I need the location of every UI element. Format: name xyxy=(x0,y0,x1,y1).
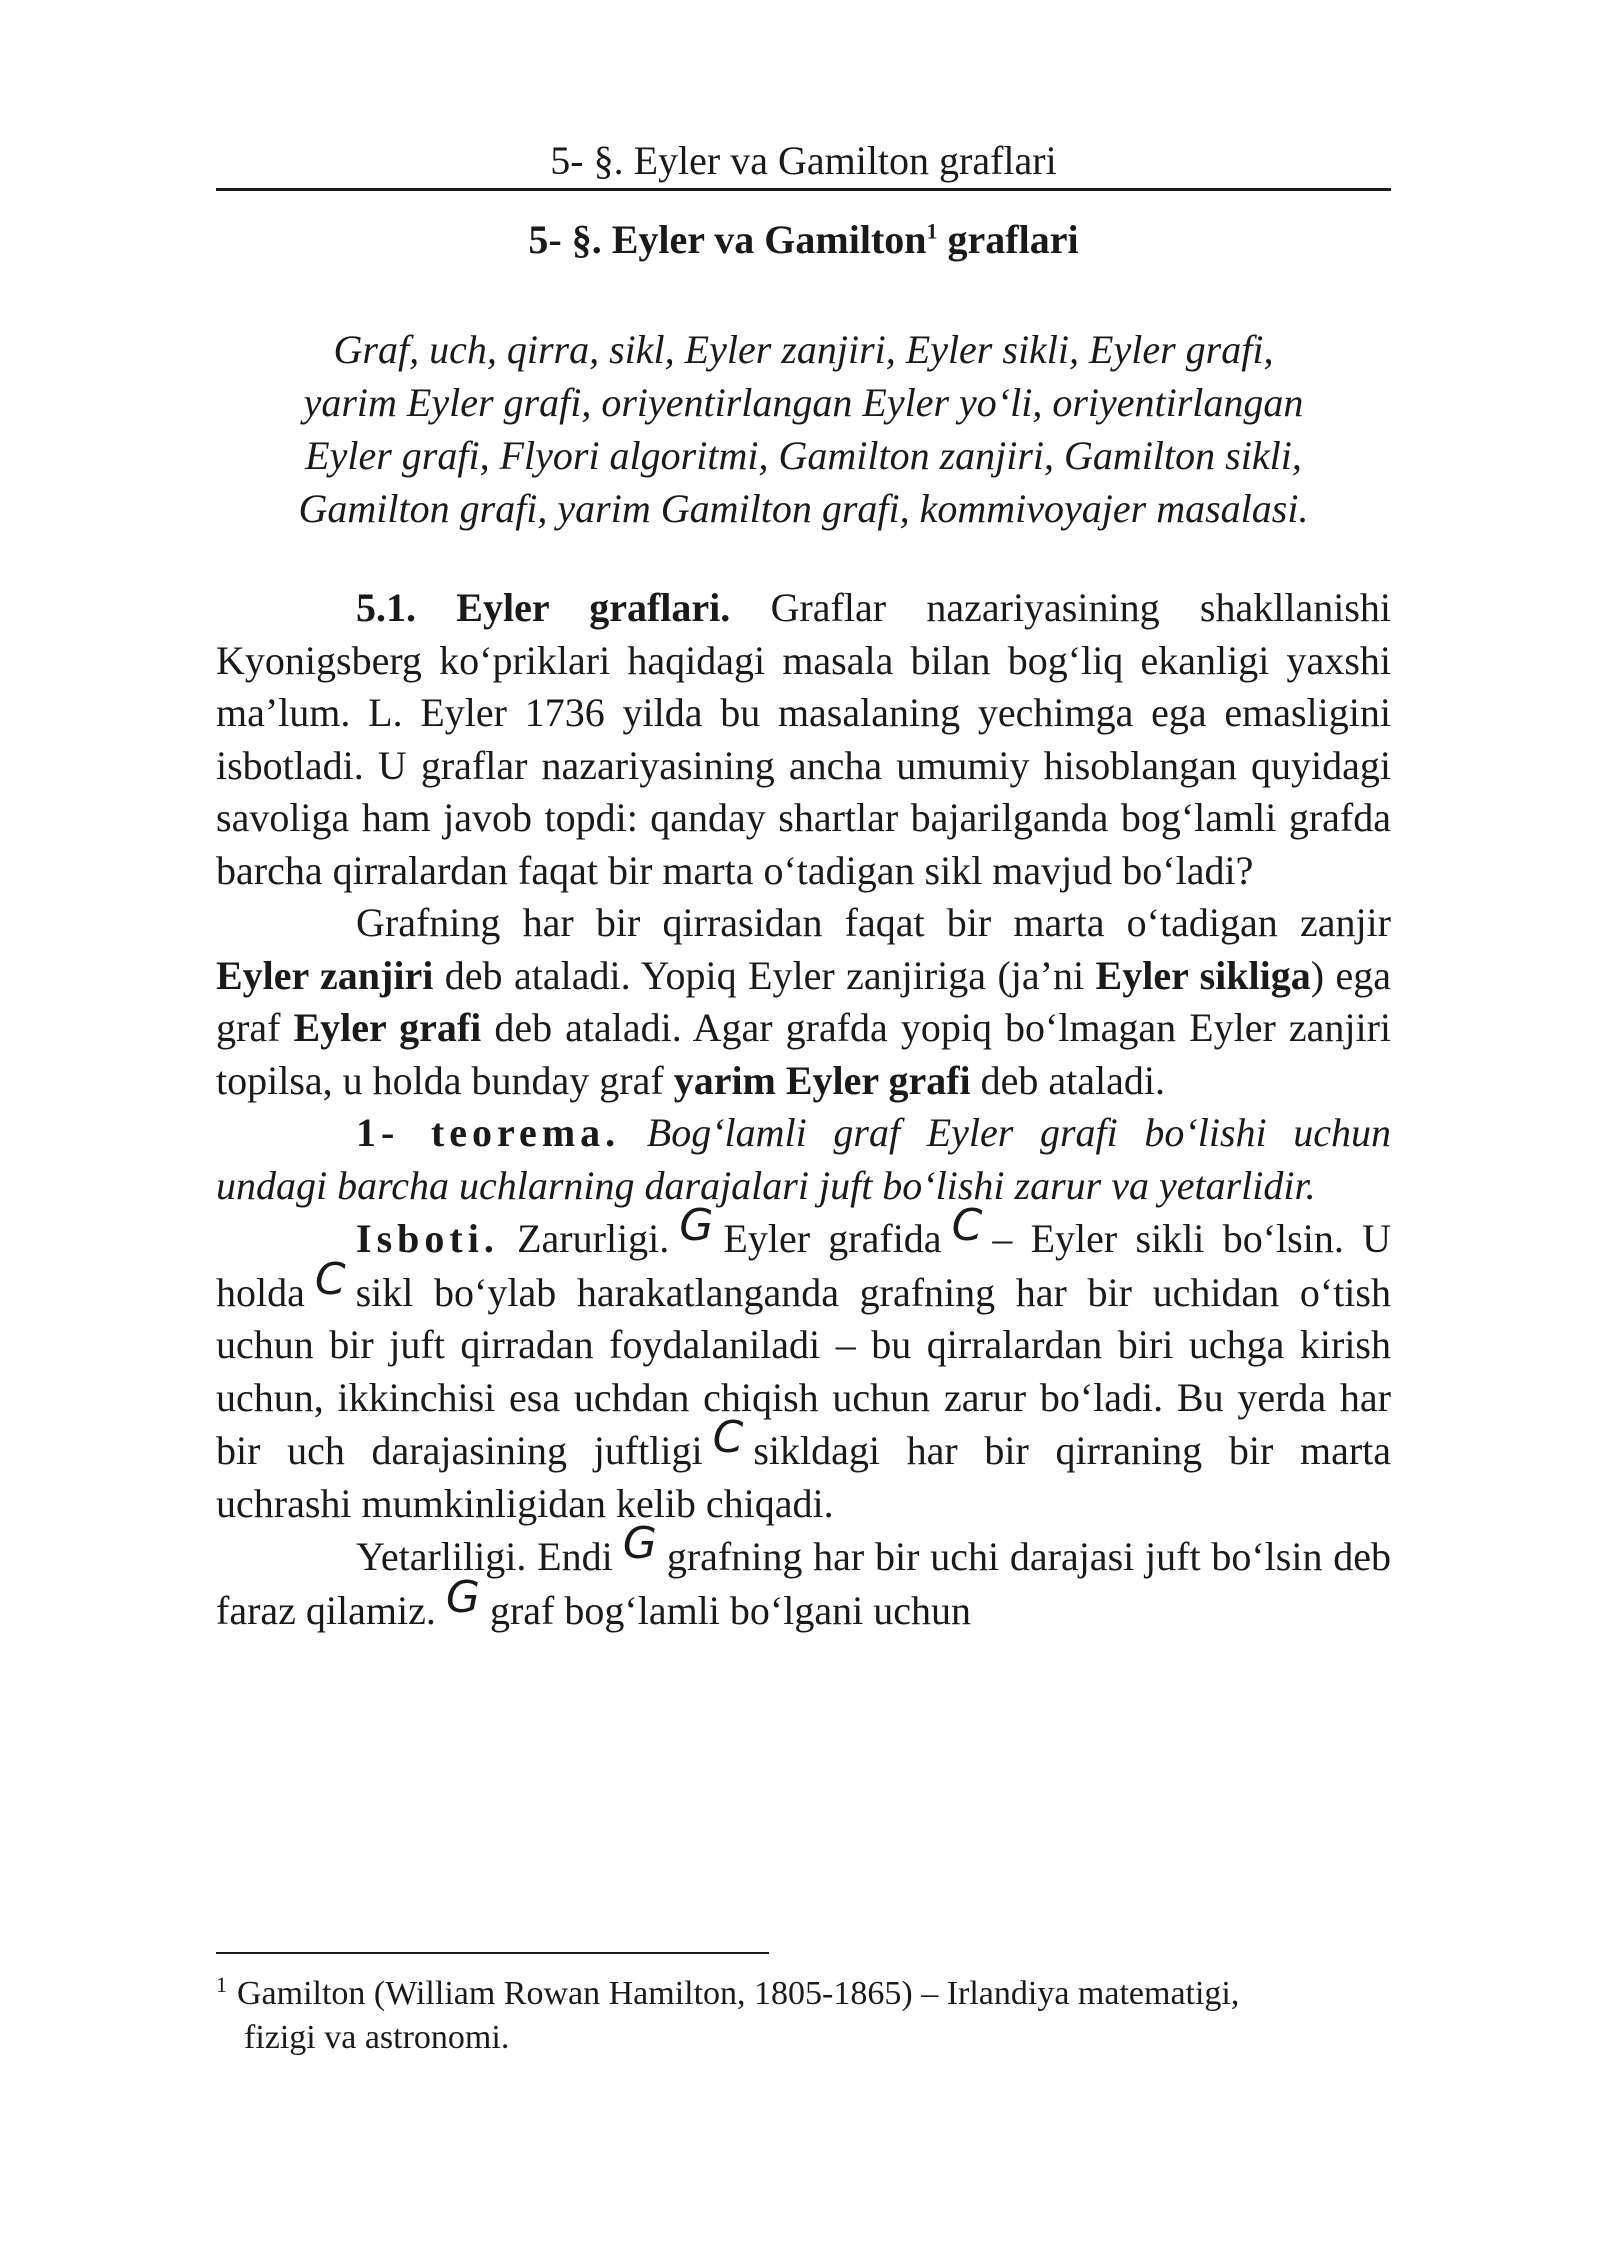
theorem xyxy=(216,1107,1391,1212)
math-symbol-c: C xyxy=(712,1412,744,1463)
paragraph-text: graf bog‘lamli bo‘lgani uchun xyxy=(489,1587,971,1633)
section-title-part2: graflari xyxy=(947,217,1079,262)
proof-necessity xyxy=(216,1200,1392,1530)
keywords-line: Eyler grafi, Flyori algoritmi, Gamilton zanjiri, Gamilton sikli, xyxy=(305,433,1302,478)
theorem-statement: Bog‘lamli graf Eyler grafi bo‘lishi uchun undagi barcha uchlarning darajalari juft bo‘lishi zarur va yetarlidir. xyxy=(216,1110,1392,1208)
proof-sufficiency xyxy=(216,1518,1392,1637)
proof-label: Isboti. xyxy=(356,1216,499,1261)
paragraph-text: grafning har bir uchi darajasi juft bo‘lsin deb faraz qilamiz. xyxy=(216,1534,1392,1633)
keywords-line: Graf, uch, qirra, sikl, Eyler zanjiri, Eyler sikli, Eyler grafi, xyxy=(333,327,1274,372)
math-symbol-g: G xyxy=(445,1571,480,1623)
term-eyler-sikli: Eyler sikliga xyxy=(1095,952,1311,998)
paragraph-text: deb ataladi. Agar grafda yopiq bo‘lmagan Eyler zanjiri topilsa, u holda bunday graf xyxy=(216,1005,1392,1103)
keywords-block xyxy=(216,323,1391,535)
title-footnote-mark: 1 xyxy=(926,218,938,244)
paragraph-text: sikl bo‘ylab harakatlanganda grafning har bir uchidan o‘tish uchun bir juft qirradan foydalaniladi – bu qirralardan biri uchga kirish uchun, ikkinchisi esa uchdan chiqish uchun zarur bo‘ladi. Bu yerda har bir uch darajasining juftligi xyxy=(216,1269,1391,1473)
section-title-part1: 5- §. Eyler va Gamilton xyxy=(528,217,927,262)
running-header: 5- §. Eyler va Gamilton graflari xyxy=(550,138,1057,183)
math-symbol-g: G xyxy=(622,1518,657,1569)
paragraph-text: ) ega graf xyxy=(216,952,1392,1050)
subsection-heading: 5.1. Eyler graflari. xyxy=(356,585,731,630)
footnote-text: Gamilton (William Rowan Hamilton, 1805-1865) – Irlandiya matematigi, xyxy=(237,1975,1240,2012)
paragraph-text: Grafning har bir qirrasidan faqat bir marta o‘tadigan zanjir xyxy=(356,900,1391,945)
paragraph-definitions xyxy=(216,897,1391,1107)
math-symbol-c: C xyxy=(314,1253,346,1305)
footnote-text: fizigi va astronomi. xyxy=(244,2019,510,2056)
paragraph-intro xyxy=(216,582,1391,897)
math-symbol-g: G xyxy=(679,1200,714,1251)
paragraph-text: Eyler grafida xyxy=(723,1216,942,1261)
term-eyler-grafi: Eyler grafi xyxy=(293,1005,482,1050)
footnote xyxy=(216,1972,1391,2060)
header-rule xyxy=(216,188,1391,191)
theorem-label: 1- teorema. xyxy=(356,1110,621,1155)
paragraph-text: Zarurligi. xyxy=(517,1216,670,1261)
body-text xyxy=(216,582,1391,1637)
term-yarim-eyler-grafi: yarim Eyler grafi xyxy=(673,1057,971,1103)
paragraph-text: Graflar nazariyasining shakllanishi Kyonigsberg ko‘priklari haqidagi masala bilan bog‘liq ekanligi yaxshi ma’lum. L. Eyler 1736 yilda bu masalaning yechimga ega emasligini isbotladi. U graflar nazariyasining ancha umumiy hisoblangan quyidagi savoliga ham javob topdi: qanday shartlar bajarilganda bog‘lamli grafda barcha qirralardan faqat bir marta o‘tadigan sikl mavjud bo‘ladi? xyxy=(216,585,1392,893)
term-eyler-zanjiri: Eyler zanjiri xyxy=(216,952,434,998)
footnote-rule xyxy=(216,1952,769,1954)
section-title xyxy=(216,215,1391,265)
paragraph-text: Yetarliligi. Endi xyxy=(356,1534,613,1579)
paragraph-text: deb ataladi. xyxy=(980,1057,1165,1103)
paragraph-text: – Eyler sikli bo‘lsin. U holda xyxy=(216,1216,1392,1315)
math-symbol-c: C xyxy=(951,1200,983,1251)
keywords-line: yarim Eyler grafi, oriyentirlangan Eyler yo‘li, oriyentirlangan xyxy=(303,380,1304,425)
paragraph-text: sikldagi har bir qirraning bir marta uchrashi mumkinligidan kelib chiqadi. xyxy=(216,1428,1392,1526)
keywords-line: Gamilton grafi, yarim Gamilton grafi, kommivoyajer masalasi. xyxy=(298,486,1309,531)
footnote-mark: 1 xyxy=(216,1971,227,1997)
paragraph-text: deb ataladi. Yopiq Eyler zanjiriga (ja’ni xyxy=(444,952,1085,998)
